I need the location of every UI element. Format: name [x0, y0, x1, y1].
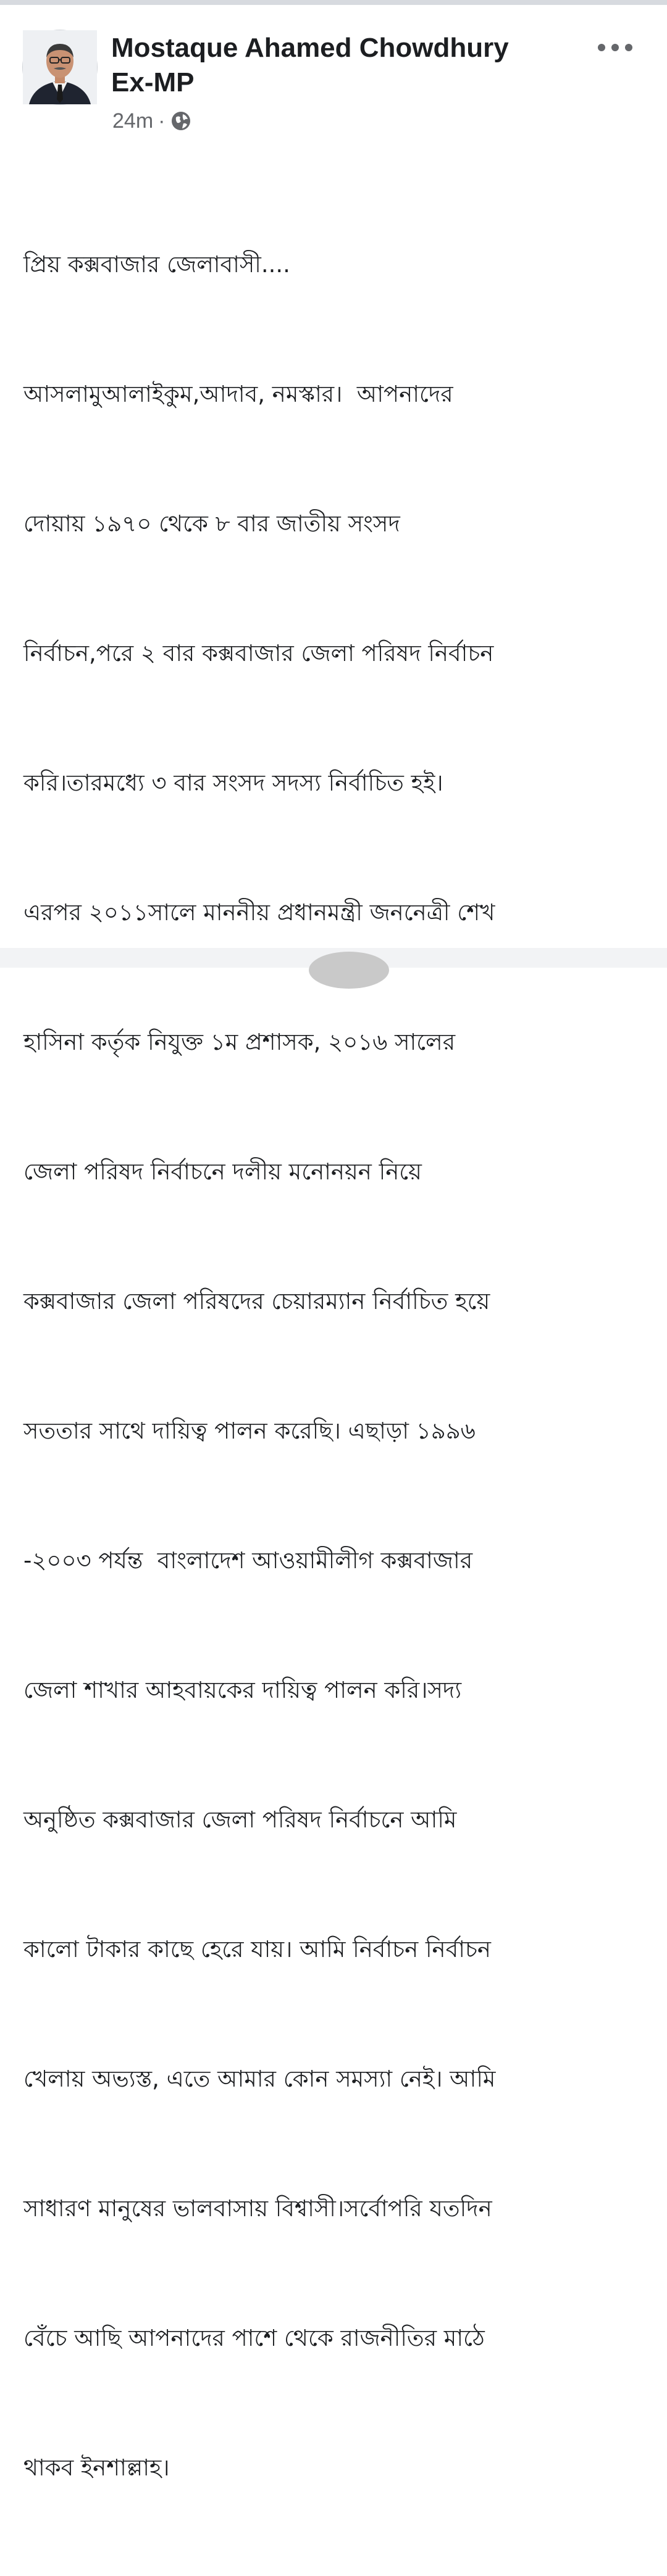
post-timestamp[interactable]: 24m	[112, 109, 154, 133]
post-text-line: জেলা পরিষদ নির্বাচনে দলীয় মনোনয়ন নিয়ে	[23, 1158, 422, 1185]
post-text-line: জেলা শাখার আহবায়কের দায়িত্ব পালন করি।সদ্য	[23, 1677, 462, 1703]
more-horizontal-icon-dot	[598, 44, 605, 51]
author-name-line2: Ex-MP	[111, 67, 195, 98]
meta-separator: ·	[158, 109, 166, 133]
more-options-button[interactable]	[598, 38, 632, 57]
more-horizontal-icon-dot	[625, 44, 632, 51]
globe-icon[interactable]	[170, 110, 192, 132]
post-text-line: করি।তারমধ্যে ৩ বার সংসদ সদস্য নির্বাচিত হই।	[23, 770, 443, 796]
author-name-line1: Mostaque Ahamed Chowdhury	[111, 33, 509, 63]
post-text-line: এরপর ২০১১সালে মাননীয় প্রধানমন্ত্রী জননেত্রী শেখ	[23, 899, 495, 926]
post-text-line: নির্বাচন,পরে ২ বার কক্সবাজার জেলা পরিষদ নির্বাচন	[23, 640, 494, 667]
post-text-line: খেলায় অভ্যস্ত, এতে আমার কোন সমস্যা নেই। আমি	[23, 2066, 496, 2092]
post-body-text	[23, 157, 647, 2576]
author-name[interactable]	[111, 31, 556, 100]
more-horizontal-icon-dot	[611, 44, 619, 51]
image-preview-shape	[309, 952, 389, 989]
post-text-line: হাসিনা কর্তৃক নিযুক্ত ১ম প্রশাসক, ২০১৬ সালের	[23, 1029, 456, 1055]
post-text-line: কক্সবাজার জেলা পরিষদের চেয়ারম্যান নির্বাচিত হয়ে	[23, 1288, 490, 1315]
post-text-line: কালো টাকার কাছে হেরে যায়। আমি নির্বাচন নির্বাচন	[23, 1936, 491, 1963]
post-meta	[112, 109, 192, 133]
post-header	[22, 27, 645, 144]
post-text-line: থাকব ইনশাল্লাহ।	[23, 2454, 170, 2481]
feed-post	[0, 5, 667, 2481]
top-divider	[0, 0, 667, 5]
post-text-line: -২০০৩ পর্যন্ত বাংলাদেশ আওয়ামীলীগ কক্সবাজার	[23, 1547, 473, 1574]
post-text-line: দোয়ায় ১৯৭০ থেকে ৮ বার জাতীয় সংসদ	[23, 510, 400, 537]
avatar[interactable]	[22, 30, 98, 105]
post-image-preview[interactable]	[0, 948, 667, 968]
post-text-line: সততার সাথে দায়িত্ব পালন করেছি। এছাড়া ১৯৯৬	[23, 1418, 476, 1444]
post-text-line: বেঁচে আছি আপনাদের পাশে থেকে রাজনীতির মাঠে	[23, 2325, 485, 2351]
post-text-line: আসলামুআলাইকুম,আদাব, নমস্কার। আপনাদের	[23, 381, 453, 407]
post-text-line: প্রিয় কক্সবাজার জেলাবাসী....	[23, 251, 290, 278]
post-text-line: অনুষ্ঠিত কক্সবাজার জেলা পরিষদ নির্বাচনে আমি	[23, 1806, 457, 1833]
post-text-line: সাধারণ মানুষের ভালবাসায় বিশ্বাসী।সর্বোপরি যতদিন	[23, 2195, 492, 2222]
